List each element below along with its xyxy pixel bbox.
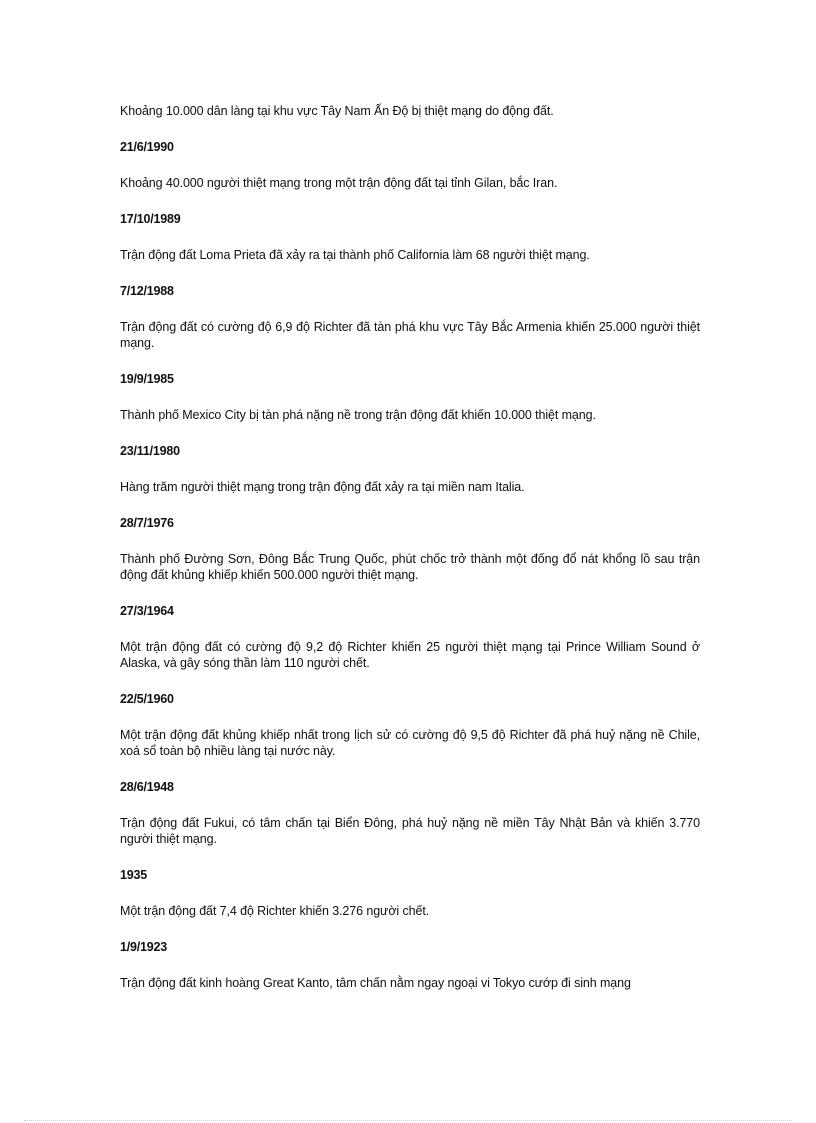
entry-text: Khoảng 40.000 người thiệt mạng trong một trận động đất tại tỉnh Gilan, bắc Iran. (120, 176, 558, 190)
entry-text: Thành phố Mexico City bị tàn phá nặng nề trong trận động đất khiến 10.000 thiệt mạng. (120, 408, 596, 422)
entry-date: 1935 (120, 868, 148, 882)
entry-text: Trận động đất Loma Prieta đã xảy ra tại thành phố California làm 68 người thiệt mạng. (120, 248, 590, 262)
entry-text: Trận động đất có cường độ 6,9 độ Richter đã tàn phá khu vực Tây Bắc Armenia khiến 25.000 người thiệt mạng. (120, 320, 700, 350)
entry-text: Trận động đất Fukui, có tâm chấn tại Biển Đông, phá huỷ nặng nề miền Tây Nhật Bản và khiến 3.770 người thiệt mạng. (120, 816, 700, 846)
entry-text: Một trận động đất khủng khiếp nhất trong lịch sử có cường độ 9,5 độ Richter đã phá huỷ nặng nề Chile, xoá sổ toàn bộ nhiều làng tại nước này. (120, 728, 700, 758)
entry-date: 17/10/1989 (120, 212, 181, 226)
entry-date: 21/6/1990 (120, 140, 174, 154)
entry-text: Khoảng 10.000 dân làng tại khu vực Tây Nam Ấn Độ bị thiệt mạng do động đất. (120, 104, 554, 118)
entry-text: Hàng trăm người thiệt mạng trong trận động đất xảy ra tại miền nam Italia. (120, 480, 525, 494)
entry-text: Một trận động đất có cường độ 9,2 độ Richter khiến 25 người thiệt mạng tại Prince William Sound ở Alaska, và gây sóng thần làm 110 người chết. (120, 640, 700, 670)
entry-date: 7/12/1988 (120, 284, 174, 298)
entry-date: 22/5/1960 (120, 692, 174, 706)
entry-date: 1/9/1923 (120, 940, 168, 954)
page-bottom-divider (24, 1120, 792, 1121)
entry-text: Trận động đất kinh hoàng Great Kanto, tâm chấn nằm ngay ngoại vi Tokyo cướp đi sinh mạng (120, 976, 631, 990)
entry-text: Thành phố Đường Sơn, Đông Bắc Trung Quốc, phút chốc trở thành một đống đổ nát khổng lồ sau trận động đất khủng khiếp khiến 500.000 người thiệt mạng. (120, 552, 700, 582)
entry-date: 28/7/1976 (120, 516, 174, 530)
document-page (120, 103, 700, 1011)
entry-date: 28/6/1948 (120, 780, 174, 794)
entry-date: 23/11/1980 (120, 444, 180, 458)
entry-text: Một trận động đất 7,4 độ Richter khiến 3.276 người chết. (120, 904, 430, 918)
entry-date: 27/3/1964 (120, 604, 174, 618)
entry-date: 19/9/1985 (120, 372, 174, 386)
